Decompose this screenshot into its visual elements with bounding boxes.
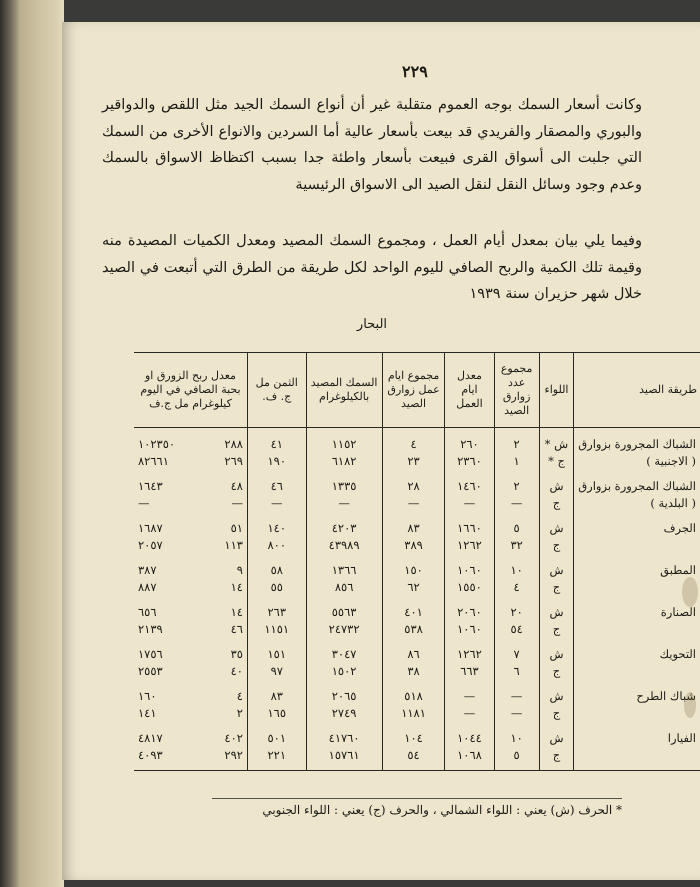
cell-price: ٥٨ [247, 554, 306, 579]
cell-method: التحويك [574, 638, 700, 663]
table-row [134, 722, 700, 747]
cell-method [574, 663, 700, 680]
cell-method: الفيارا [574, 722, 700, 747]
cell-region: ش [539, 722, 573, 747]
cell-profit-kg: ١٤ [230, 580, 243, 594]
header-quantity: السمك المصيد بالكيلوغرام [306, 353, 382, 428]
cell-quantity: ١٣٣٥ [306, 470, 382, 495]
table-row [134, 705, 700, 722]
cell-quantity: ٤٣٩٨٩ [306, 537, 382, 554]
cell-profit-mil: — [138, 496, 150, 510]
cell-profit [134, 512, 247, 537]
cell-total-days: ٥١٨ [382, 680, 445, 705]
cell-method: الجرف [574, 512, 700, 537]
cell-boats: — [494, 495, 539, 512]
cell-price: ٩٧ [247, 663, 306, 680]
cell-profit-mil: ٢١٣٩ [138, 622, 163, 636]
cell-total-days: ٢٣ [382, 453, 445, 470]
cell-profit-mil: ١٦٤٣ [138, 479, 163, 493]
cell-quantity: ١٣٦٦ [306, 554, 382, 579]
cell-price: — [247, 495, 306, 512]
cell-total-days: ٨٣ [382, 512, 445, 537]
cell-profit-kg: ١١٣ [224, 538, 243, 552]
cell-total-days: ٢٨ [382, 470, 445, 495]
cell-region: ج [539, 747, 573, 771]
cell-boats: ١٠ [494, 554, 539, 579]
cell-profit-kg: ٤٦ [230, 622, 243, 636]
cell-boats: ٢ [494, 428, 539, 454]
cell-profit-kg: ٣٥ [230, 647, 243, 661]
table-body [134, 428, 700, 771]
cell-profit-kg: — [231, 496, 243, 510]
cell-boats: ٢ [494, 470, 539, 495]
table-row [134, 579, 700, 596]
cell-method: الشباك المجرورة بزوارق [574, 470, 700, 495]
cell-avg-days: — [445, 680, 494, 705]
table-header-row [134, 353, 700, 428]
cell-profit [134, 596, 247, 621]
cell-price: ١٦٥ [247, 705, 306, 722]
cell-profit-kg: ٢٦٩ [224, 454, 243, 468]
cell-method: ( البلدية ) [574, 495, 700, 512]
cell-region: ش [539, 680, 573, 705]
cell-profit-mil: ٢٥٥٣ [138, 664, 163, 678]
cell-boats: — [494, 680, 539, 705]
cell-avg-days: ١٠٦٨ [445, 747, 494, 771]
cell-quantity: — [306, 495, 382, 512]
cell-profit-mil: ٤٠٩٣ [138, 748, 163, 762]
cell-avg-days: — [445, 495, 494, 512]
cell-region: ش [539, 596, 573, 621]
cell-method [574, 537, 700, 554]
cell-boats: ٤ [494, 579, 539, 596]
cell-quantity: ٣٠٤٧ [306, 638, 382, 663]
cell-method: ( الاجنبية ) [574, 453, 700, 470]
cell-profit [134, 663, 247, 680]
cell-quantity: ٢٤٧٣٢ [306, 621, 382, 638]
cell-boats: ٧ [494, 638, 539, 663]
table-row [134, 470, 700, 495]
cell-region: ش [539, 470, 573, 495]
cell-total-days: ٤٠١ [382, 596, 445, 621]
cell-profit-mil: ١٧٥٦ [138, 647, 163, 661]
cell-price: ٢٦٣ [247, 596, 306, 621]
cell-total-days: ٤ [382, 428, 445, 454]
cell-boats: ٣٢ [494, 537, 539, 554]
cell-region: ج [539, 663, 573, 680]
cell-price: ١٩٠ [247, 453, 306, 470]
cell-profit-mil: ٨٢٦٦١ [138, 454, 169, 468]
cell-boats: ٦ [494, 663, 539, 680]
cell-profit-kg: ٢ [236, 706, 243, 720]
cell-total-days: ٥٣٨ [382, 621, 445, 638]
cell-profit [134, 579, 247, 596]
cell-avg-days: ١٠٦٠ [445, 621, 494, 638]
cell-profit-mil: ١٦٠ [138, 689, 157, 703]
table-row [134, 747, 700, 771]
cell-region: ج * [539, 453, 573, 470]
cell-quantity: ٢٠٦٥ [306, 680, 382, 705]
cell-quantity: ٨٥٦ [306, 579, 382, 596]
cell-quantity: ١١٥٢ [306, 428, 382, 454]
cell-region: ش [539, 512, 573, 537]
cell-profit [134, 705, 247, 722]
cell-price: ٢٢١ [247, 747, 306, 771]
cell-method [574, 705, 700, 722]
cell-avg-days: ١٥٥٠ [445, 579, 494, 596]
cell-avg-days: ٢٦٠ [445, 428, 494, 454]
cell-quantity: ١٥٠٢ [306, 663, 382, 680]
cell-region: ش [539, 638, 573, 663]
cell-region: ج [539, 705, 573, 722]
cell-region: ج [539, 621, 573, 638]
cell-price: ٨٣ [247, 680, 306, 705]
cell-profit [134, 680, 247, 705]
cell-profit-kg: ١٤ [230, 605, 243, 619]
cell-method: شباك الطرح [574, 680, 700, 705]
table-row [134, 512, 700, 537]
cell-profit-mil: ١٤١ [138, 706, 157, 720]
cell-profit [134, 495, 247, 512]
cell-boats: ١ [494, 453, 539, 470]
header-boats: مجموع عدد زوارق الصيد [494, 353, 539, 428]
cell-profit-mil: ٤٨١٧ [138, 731, 163, 745]
cell-method: الشباك المجرورة بزوارق [574, 428, 700, 454]
cell-profit [134, 747, 247, 771]
cell-profit [134, 638, 247, 663]
cell-profit [134, 470, 247, 495]
cell-boats: — [494, 705, 539, 722]
cell-total-days: ٣٨٩ [382, 537, 445, 554]
cell-profit-mil: ٣٨٧ [138, 563, 157, 577]
cell-total-days: — [382, 495, 445, 512]
cell-method [574, 747, 700, 771]
cell-avg-days: ٢٣٦٠ [445, 453, 494, 470]
table-row [134, 621, 700, 638]
cell-avg-days: ١٢٦٢ [445, 638, 494, 663]
cell-profit-mil: ١٦٨٧ [138, 521, 163, 535]
cell-quantity: ٤٢٠٣ [306, 512, 382, 537]
cell-region: ج [539, 537, 573, 554]
cell-profit-kg: ٩ [236, 563, 243, 577]
cell-boats: ٢٠ [494, 596, 539, 621]
cell-total-days: ٨٦ [382, 638, 445, 663]
cell-profit [134, 537, 247, 554]
cell-profit-kg: ٤ [236, 689, 243, 703]
cell-price: ٤٦ [247, 470, 306, 495]
paper-stain [684, 692, 696, 718]
cell-boats: ١٠ [494, 722, 539, 747]
cell-avg-days: ١٠٤٤ [445, 722, 494, 747]
footnote: * الحرف (ش) يعني : اللواء الشمالي ، والحرف (ج) يعني : اللواء الجنوبي [212, 798, 622, 817]
table-row [134, 638, 700, 663]
cell-region: ش [539, 554, 573, 579]
cell-price: ٨٠٠ [247, 537, 306, 554]
cell-profit [134, 722, 247, 747]
cell-avg-days: ٦٦٣ [445, 663, 494, 680]
table-row [134, 596, 700, 621]
cell-price: ١٤٠ [247, 512, 306, 537]
cell-profit-kg: ٤٨ [230, 479, 243, 493]
cell-total-days: ١٠٤ [382, 722, 445, 747]
table-row [134, 453, 700, 470]
paragraph-prices: وكانت أسعار السمك بوجه العموم متقلبة غير أن أنواع السمك الجيد مثل اللقص والدواقير والبوري والمصقار والفريدي قد بيعت بأسعار عالية أما السردين والانواع الأخرى من السمك التي جلبت الى أسواق القرى فبيعت بأسعار واطئة جدا بسبب اكتظاظ الاسواق بالسمك وعدم وجود وسائل النقل لنقل الصيد الى الاسواق الرئيسية [102, 97, 642, 193]
cell-total-days: ١١٨١ [382, 705, 445, 722]
cell-price: ٥٥ [247, 579, 306, 596]
cell-boats: ٥ [494, 747, 539, 771]
table-row [134, 495, 700, 512]
cell-profit-kg: ٢٩٢ [224, 748, 243, 762]
cell-avg-days: ١٦٦٠ [445, 512, 494, 537]
cell-boats: ٥ [494, 512, 539, 537]
cell-profit-mil: ٢٠٥٧ [138, 538, 163, 552]
cell-price: ١٥١ [247, 638, 306, 663]
cell-total-days: ٥٤ [382, 747, 445, 771]
cell-profit-kg: ٥١ [230, 521, 243, 535]
header-price: الثمن مل ج. ف. [247, 353, 306, 428]
table-row [134, 428, 700, 454]
document-page [62, 22, 700, 880]
header-profit: معدل ربح الزورق او بحبة الصافي في اليوم كيلوغرام مل ج.ف [134, 353, 247, 428]
cell-avg-days: ٢٠٦٠ [445, 596, 494, 621]
table-row [134, 680, 700, 705]
book-spine-edge [0, 0, 64, 887]
cell-boats: ٥٤ [494, 621, 539, 638]
cell-quantity: ٥٥٦٣ [306, 596, 382, 621]
cell-avg-days: — [445, 705, 494, 722]
cell-profit [134, 453, 247, 470]
table-row [134, 663, 700, 680]
paragraph-intro-table: وفيما يلي بيان بمعدل أيام العمل ، ومجموع السمك المصيد ومعدل الكميات المصيدة منه وقيمة تلك الكمية والربح الصافي لليوم الواحد لكل طريقة من الطرق التي أتبعت في الصيد خلال شهر حزيران سنة ١٩٣٩ [102, 233, 642, 302]
cell-method [574, 621, 700, 638]
cell-profit-kg: ٢٨٨ [224, 437, 243, 451]
cell-quantity: ٢٧٤٩ [306, 705, 382, 722]
paper-stain [682, 577, 698, 607]
header-avg-days: معدل ايام العمل [445, 353, 494, 428]
cell-profit [134, 428, 247, 454]
cell-region: ج [539, 579, 573, 596]
header-region: اللواء [539, 353, 573, 428]
cell-price: ١١٥١ [247, 621, 306, 638]
cell-price: ٥٠١ [247, 722, 306, 747]
fishing-statistics-table [134, 352, 700, 771]
cell-avg-days: ١٠٦٠ [445, 554, 494, 579]
cell-profit-mil: ٨٨٧ [138, 580, 157, 594]
cell-profit-kg: ٤٠ [230, 664, 243, 678]
cell-price: ٤١ [247, 428, 306, 454]
table-row [134, 537, 700, 554]
header-total-days: مجموع ايام عمل زوارق الصيد [382, 353, 445, 428]
cell-quantity: ١٥٧٦١ [306, 747, 382, 771]
cell-profit [134, 621, 247, 638]
cell-quantity: ٤١٧٦٠ [306, 722, 382, 747]
cell-method: الصنارة [574, 596, 700, 621]
cell-profit-mil: ١٠٢٣٥٠ [138, 437, 176, 451]
cell-region: ش * [539, 428, 573, 454]
cell-avg-days: ١٤٦٠ [445, 470, 494, 495]
header-method: طريقة الصيد [574, 353, 700, 428]
cell-method: المطبق [574, 554, 700, 579]
cell-total-days: ٣٨ [382, 663, 445, 680]
cell-region: ج [539, 495, 573, 512]
cell-total-days: ١٥٠ [382, 554, 445, 579]
cell-profit-mil: ٦٥٦ [138, 605, 157, 619]
cell-profit [134, 554, 247, 579]
cell-quantity: ٦١٨٢ [306, 453, 382, 470]
cell-avg-days: ١٢٦٢ [445, 537, 494, 554]
cell-total-days: ٦٢ [382, 579, 445, 596]
table-title: البحار [356, 317, 388, 332]
table-row [134, 554, 700, 579]
cell-profit-kg: ٤٠٢ [224, 731, 243, 745]
page-number: ٢٢٩ [402, 62, 428, 81]
